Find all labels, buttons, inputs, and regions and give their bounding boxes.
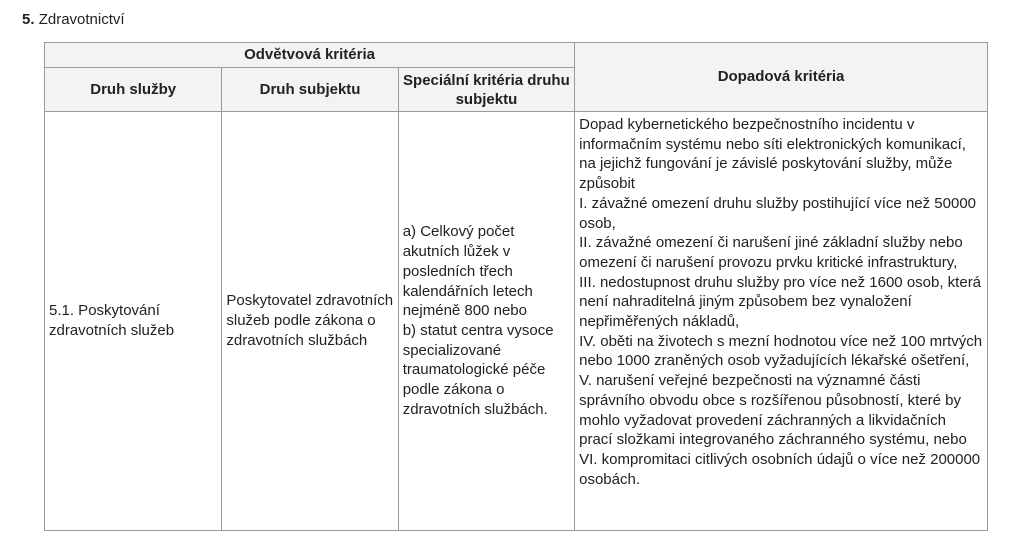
impact-item-5: V. narušení veřejné bezpečnosti na významné části správního obvodu obce s rozšířenou působností, které by mohlo vyžadovat provedení záchranných a likvidačních prací složkami integrovaného záchranného systému, nebo — [579, 372, 967, 449]
impact-item-1: I. závažné omezení druhu služby postihující více než 50000 osob, — [579, 194, 977, 232]
special-criterion-a: a) Celkový počet akutních lůžek v posledních třech kalendářních letech nejméně 800 nebo — [402, 223, 533, 320]
impact-intro: Dopad kybernetického bezpečnostního incidentu v informačním systému nebo síti elektronických komunikací, na jejichž fungování je závislé poskytování služby, může způsobit — [579, 116, 966, 193]
impact-criteria-header: Dopadová kritéria — [575, 43, 988, 112]
service-type-cell: 5.1. Poskytování zdravotních služeb — [45, 112, 222, 531]
special-criteria-cell — [398, 112, 574, 531]
sector-criteria-header: Odvětvová kritéria — [45, 43, 575, 68]
table-header-row — [45, 43, 988, 68]
special-criterion-b: b) statut centra vysoce specializované traumatologické péče podle zákona o zdravotních službách. — [402, 322, 554, 418]
special-criteria-header: Speciální kritéria druhu subjektu — [398, 68, 574, 112]
criteria-table — [44, 42, 988, 531]
service-type-header: Druh služby — [45, 68, 222, 112]
impact-item-3: III. nedostupnost druhu služby pro více než 1600 osob, která není nahraditelná jiným způsobem bez vynaložení nepřiměřených nákladů, — [579, 273, 982, 331]
section-title: Zdravotnictví — [38, 11, 125, 28]
table-row — [45, 112, 988, 531]
section-number: 5. — [22, 11, 35, 28]
section-heading — [22, 11, 125, 29]
impact-item-4: IV. oběti na životech s mezní hodnotou více než 100 mrtvých nebo 1000 zraněných osob vyžadujících lékařské ošetření, — [579, 332, 983, 370]
impact-item-2: II. závažné omezení či narušení jiné základní služby nebo omezení či narušení provozu prvku kritické infrastruktury, — [579, 234, 963, 271]
subject-type-cell: Poskytovatel zdravotních služeb podle zákona o zdravotních službách — [222, 112, 398, 531]
impact-criteria-cell — [575, 112, 988, 531]
subject-type-header: Druh subjektu — [222, 68, 398, 112]
impact-item-6: VI. kompromitaci citlivých osobních údajů o více než 200000 osobách. — [579, 450, 981, 488]
